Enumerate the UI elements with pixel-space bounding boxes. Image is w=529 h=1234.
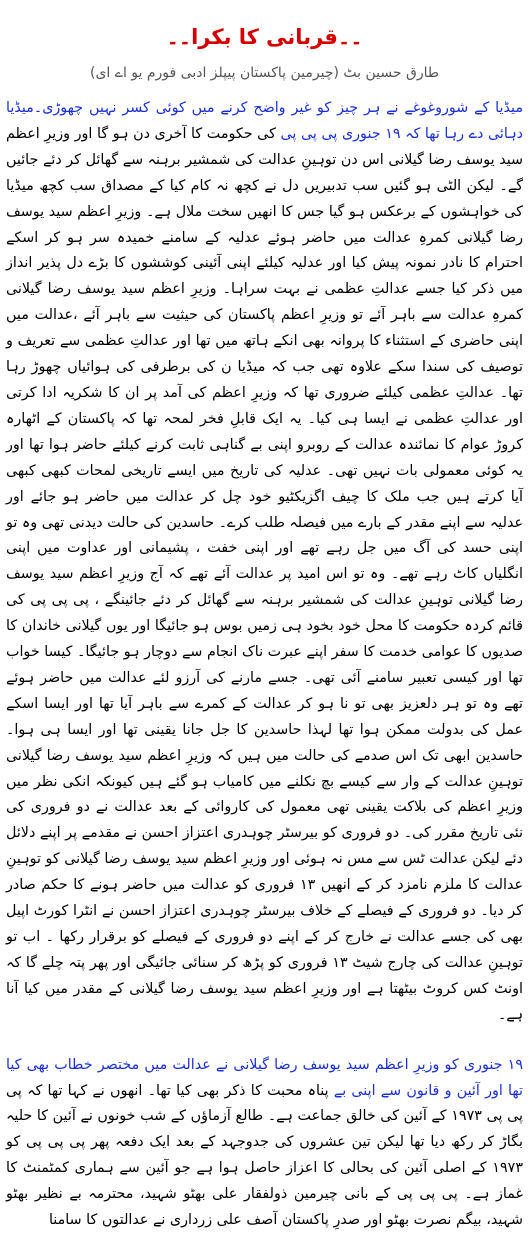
paragraph-1-text: کی حکومت کا آخری دن ہو گا اور وزیرِ اعظم سید یوسف رضا گیلانی اس دن توہینِ عدالت کی شمشیر برہنہ سے گھائل کر دئے جائیں گے۔ لیکن الٹی ہو گئیں سب تدبیریں دل نے کچھ نہ کام کیا کے مصداق سب کچھ میڈیا کی خواہشوں کے برعکس ہو گیا جس کا انھیں سخت ملال ہے۔ وزیرِ اعظم سید یوسف رضا گیلانی کمرہِ عدالت میں حاضر ہوئے عدلیہ کے سامنے خمیدہ سر ہو کر اسکے احترام کا نادر نمونہ پیش کیا اور عدلیہ کیلئے اپنی آئینی کوششوں کا بڑے دل پذیر انداز میں ذکر کیا جسے عدالتِ عظمی نے بہت سراہا۔ وزیرِ اعظم سید یوسف رضا گیلانی کمرہِ عدالت سے باہر آئے تو وزیرِ اعظم پاکستان کی حیثیت سے باہر آئے ،عدالت میں اپنی حاضری کے استثناء کا پروانہ بھی انکے ہاتھ میں تھا اور عدالتِ عظمی سے تعریف و توصیف کی سندا سکے علاوہ تھی جب کہ میڈیا ن کی برطرفی کی ہوائیاں چھوڑ رہا تھا۔ عدالتِ عظمی کیلئے ضروری تھا کہ وزیرِ اعظم کی آمد پر ان کا شکریہ ادا کرتی اور عدالتِ عظمی نے ایسا ہی کیا۔ یہ ایک قابلِ فخر لمحہ تھا کہ پاکستان کے اٹھارہ کروڑ عوام کا نمائندہ عدالت کے روبرو اپنی بے گناہی ثابت کرنے کیلئے حاضر ہوا تھا اور یہ کوئی معمولی بات نہیں تھی۔ عدلیہ کی تاریخ میں ایسے تاریخی لمحات کبھی کبھی آیا کرتے ہیں جب ملک کا چیف اگزیکٹیو خود چل کر عدالت میں حاضر ہو جائے اور عدلیہ سے اپنے مقدر کے بارے میں فیصلہ طلب کرے۔ حاسدین کی حالت دیدنی تھی وہ تو اپنی حسد کی آگ میں جل رہے تھے اور اپنی خفت ، پشیمانی اور عداوت میں اپنی انگلیاں کاٹ رہے تھے۔ وہ تو اس امید پر عدالت آئے تھے کہ آج وزیرِ اعظم سید یوسف رضا گیلانی توہینِ عدالت کی شمشیر برہنہ سے گھائل کر دئے جائینگے ، پی پی پی کی قائم کردہ حکومت کا محل خود بخود ہی زمیں بوس ہو جائیگا اور یوں گیلانی خاندان کا صدیوں کا عوامی خدمت کا سفر اپنے عبرت ناک انجام سے دوچار ہو جائیگا۔ کیسا خواب تھا اور کیسی تعبیر سامنے آئی تھی۔ جسے مارنے کی آرزو لئے عدالت میں حاضر ہوئے تھے وہ تو ہر دلعزیز بھی تو نا ہو کر عدالت کے کمرے سے باہر آیا تھا اور ایسا اسکے عمل کی بدولت ممکن ہوا تھا لہذا حاسدین کا جل جانا یقینی تھا اور ایسا ہی ہوا۔ حاسدین ابھی تک اس صدمے کی حالت میں ہیں کہ وزیرِ اعظم سید یوسف رضا گیلانی توہینِ عدالت کے وار سے کیسے بچ نکلنے میں کامیاب ہو گئے ہیں کیونکہ انکی نظر میں وزیرِ اعظم کی بلاکت یقینی تھی معمول کی کاروائی کے بعد عدالت نے دو فروری کی نئی تاریخ مقرر کی۔ دو فروری کو بیرسٹر چوہدری اعتزاز احسن نے مقدمے پر اپنے دلائل دئے لیکن عدالت ٹس سے مس نہ ہوئی اور وزیرِ اعظم سید یوسف رضا گیلانی کو توہینِ عدالت کا ملزم نامزد کر کے انھیں ۱۳ فروری کو عدالت میں حاضر ہونے کا حکم صادر کر دیا۔ دو فروری کے فیصلے کے خلاف بیرسٹر چوہدری اعتزاز احسن نے انٹرا کورٹ اپیل بھی کی جسے عدالت نے خارج کر کے اپنے دو فروری کے فیصلے کو برقرار رکھا ۔ اب تو توہینِ عدالت کی چارج شیٹ ۱۳ فروری کو پڑھ کر سنائی جائیگی اور پھر پتہ چلے گا کہ اونٹ کس کروٹ بیٹھتا ہے اور وزیرِ اعظم سید یوسف رضا گیلانی کے مقدر میں کیا آنا ہے۔ — [6, 125, 523, 1023]
paragraph-1-lead: میڈیا کے شوروغوغے نے ہر چیز کو غیر واضح کرنے میں کوئی کسر نہیں چھوڑی۔میڈیا دہائی دے رہا تھا کہ ۱۹ جنوری پی پی پی — [6, 100, 523, 142]
paragraph-2-text: پناہ محبت کا ذکر بھی کیا تھا۔ انھوں نے کہا تھا کہ پی پی پی ۱۹۷۳ کے آئین کی خالق جماعت ہے۔ طالع آزماؤں کے شب خونوں نے آئین کا حلیہ بگاڑ کر رکھ دیا تھا لیکن تین عشروں کی جدوجہد کے بعد ایک دفعہ پھر پی پی پی کو ۱۹۷۳ کے اصلی آئین کی بحالی کا اعزاز حاصل ہوا ہے جو آئین سے ہماری کمٹمنٹ کا غماز ہے۔ پی پی پی کے بانی چیرمین ذولفقار علی بھٹو شہید، محترمہ بے نظیر بھٹو شہید، بیگم نصرت بھٹو اور صدرِ پاکستان آصف علی زرداری نے عدالتوں کا سامنا — [6, 1082, 524, 1229]
paragraph-2-lead: ۱۹ جنوری کو وزیرِ اعظم سید یوسف رضا گیلانی نے عدالت میں مختصر خطاب بھی کیا تھا اور آئین و قانون سے اپنی بے — [6, 1056, 523, 1099]
author-byline: طارق حسین بٹ (چیرمین پاکستان پیپلز ادبی فورم یو اے ای) — [89, 65, 439, 81]
paragraph-1 — [6, 96, 523, 1029]
article-body — [6, 96, 523, 1234]
article-title: ۔۔قربانی کا بکرا۔۔ — [166, 25, 363, 49]
paragraph-2 — [6, 1053, 523, 1234]
